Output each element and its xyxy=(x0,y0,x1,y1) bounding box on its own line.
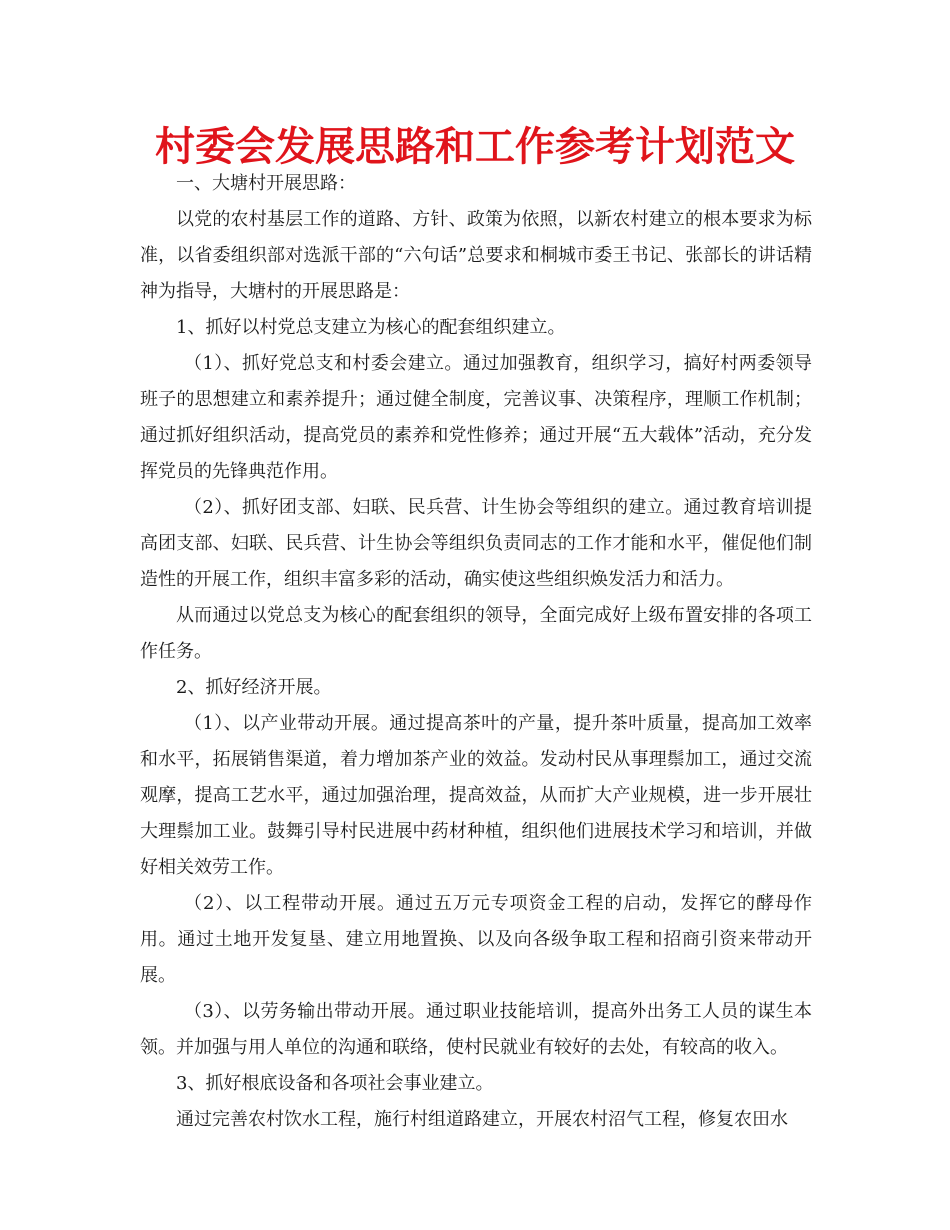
paragraph-1: 一、大塘村开展思路： xyxy=(176,173,356,194)
document-title: 村委会发展思路和工作参考计划范文 xyxy=(155,124,795,170)
paragraph-8: （1）、以产业带动开展。通过提高茶叶的产量，提升茶叶质量，提高加工效率和水平，拓展销售渠道，着力增加茶产业的效益。发动村民从事理鬃加工，通过交流观摩，提高工艺水平，通过加强治理，提高效益，从而扩大产业规模，进一步开展壮大理鬃加工业。鼓舞引导村民进展中药材种植，组织他们进展技术学习和培训，并做好相关效劳工作。 xyxy=(140,713,812,878)
paragraph-4: （1）、抓好党总支和村委会建立。通过加强教育，组织学习，搞好村两委领导班子的思想建立和素养提升；通过健全制度，完善议事、决策程序，理顺工作机制；通过抓好组织活动，提高党员的素养和党性修养；通过开展“五大载体”活动，充分发挥党员的先锋典范作用。 xyxy=(140,353,812,482)
document-body xyxy=(140,166,812,1138)
paragraph-11: 3、抓好根底设备和各项社会事业建立。 xyxy=(176,1073,494,1094)
paragraph-7: 2、抓好经济开展。 xyxy=(176,677,332,698)
paragraph-12: 通过完善农村饮水工程，施行村组道路建立，开展农村沼气工程，修复农田水 xyxy=(176,1109,788,1130)
paragraph-6: 从而通过以党总支为核心的配套组织的领导，全面完成好上级布置安排的各项工作任务。 xyxy=(140,605,812,662)
paragraph-9: （2）、以工程带动开展。通过五万元专项资金工程的启动，发挥它的酵母作用。通过土地开发复垦、建立用地置换、以及向各级争取工程和招商引资来带动开展。 xyxy=(140,893,812,986)
paragraph-3: 1、抓好以村党总支建立为核心的配套组织建立。 xyxy=(176,317,566,338)
paragraph-2: 以党的农村基层工作的道路、方针、政策为依照，以新农村建立的根本要求为标准，以省委组织部对选派干部的“六句话”总要求和桐城市委王书记、张部长的讲话精神为指导，大塘村的开展思路是： xyxy=(140,209,812,302)
paragraph-10: （3）、以劳务输出带动开展。通过职业技能培训，提高外出务工人员的谋生本领。并加强与用人单位的沟通和联络，使村民就业有较好的去处，有较高的收入。 xyxy=(140,1001,812,1058)
paragraph-5: （2）、抓好团支部、妇联、民兵营、计生协会等组织的建立。通过教育培训提高团支部、妇联、民兵营、计生协会等组织负责同志的工作才能和水平，催促他们制造性的开展工作，组织丰富多彩的活动，确实使这些组织焕发活力和活力。 xyxy=(140,497,812,590)
